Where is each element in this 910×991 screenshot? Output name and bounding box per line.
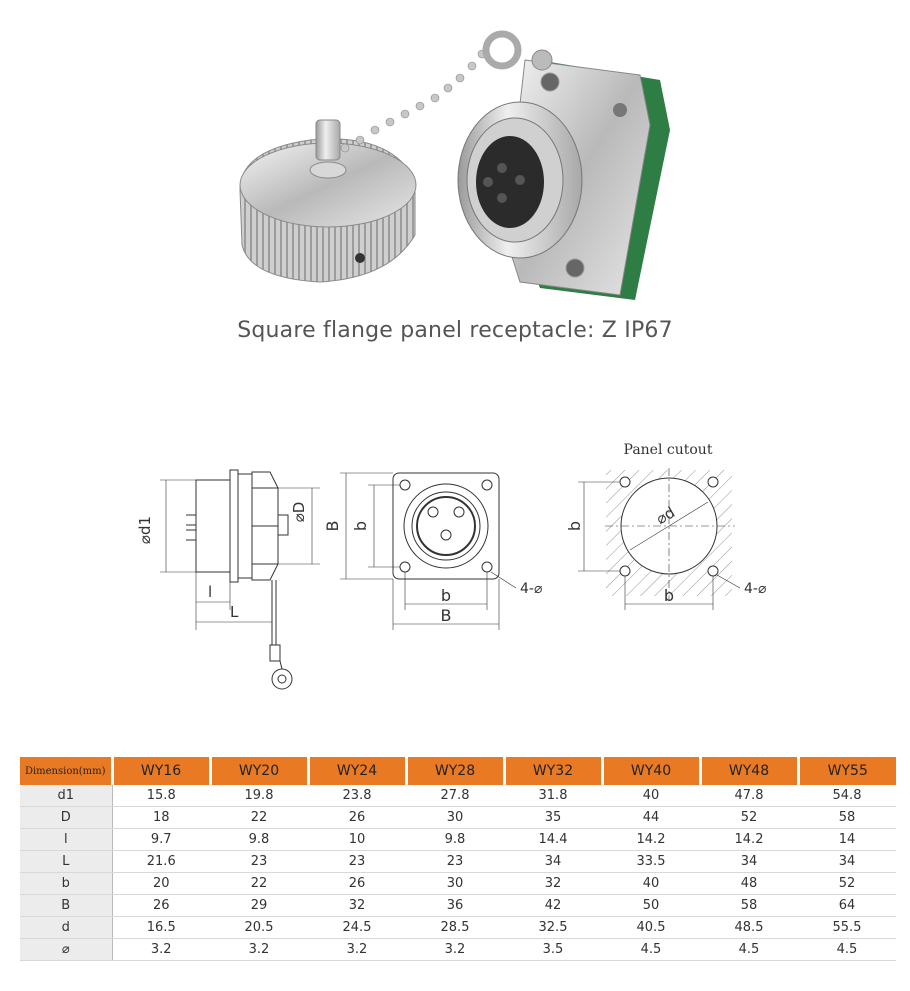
table-cell: 9.8 <box>210 829 308 851</box>
table-cell: 23 <box>406 851 504 873</box>
table-cell: 14.2 <box>700 829 798 851</box>
table-cell: 32.5 <box>504 917 602 939</box>
table-cell: 23 <box>210 851 308 873</box>
table-cell: 48 <box>700 873 798 895</box>
column-header: WY24 <box>308 757 406 785</box>
row-label: d1 <box>20 785 112 807</box>
table-cell: 3.5 <box>504 939 602 961</box>
table-cell: 52 <box>798 873 896 895</box>
table-cell: 40 <box>602 873 700 895</box>
table-cell: 28.5 <box>406 917 504 939</box>
row-label: d <box>20 917 112 939</box>
table-cell: 3.2 <box>112 939 210 961</box>
table-cell: 33.5 <box>602 851 700 873</box>
table-cell: 55.5 <box>798 917 896 939</box>
dimension-table <box>20 757 896 961</box>
table-cell: 26 <box>112 895 210 917</box>
table-row <box>20 785 896 807</box>
column-header: WY20 <box>210 757 308 785</box>
table-cell: 58 <box>798 807 896 829</box>
row-label: l <box>20 829 112 851</box>
table-header-row <box>20 757 896 785</box>
panel-cutout-drawing <box>578 468 740 610</box>
side-L-label: L <box>230 603 239 621</box>
row-label: D <box>20 807 112 829</box>
cutout-b-label-vertical: b <box>565 520 584 532</box>
cutout-title: Panel cutout <box>623 442 713 458</box>
cutout-d-label: ⌀d <box>652 503 679 529</box>
table-cell: 42 <box>504 895 602 917</box>
cutout-hole-label: 4-⌀ <box>744 581 767 597</box>
table-cell: 31.8 <box>504 785 602 807</box>
table-cell: 44 <box>602 807 700 829</box>
table-cell: 35 <box>504 807 602 829</box>
table-row <box>20 807 896 829</box>
row-label: L <box>20 851 112 873</box>
side-l-label: l <box>208 583 213 601</box>
table-cell: 15.8 <box>112 785 210 807</box>
table-cell: 26 <box>308 873 406 895</box>
product-caption: Square flange panel receptacle: Z IP67 <box>237 318 673 343</box>
bead-chain <box>341 50 486 152</box>
side-d1-label: ⌀d1 <box>136 515 154 545</box>
table-cell: 52 <box>700 807 798 829</box>
column-header: WY55 <box>798 757 896 785</box>
table-cell: 16.5 <box>112 917 210 939</box>
table-row <box>20 895 896 917</box>
table-row <box>20 851 896 873</box>
corner-header: Dimension(mm) <box>20 757 112 785</box>
table-cell: 3.2 <box>210 939 308 961</box>
table-row <box>20 917 896 939</box>
front-B-label-horizontal: B <box>440 606 452 625</box>
table-row <box>20 939 896 961</box>
table-row <box>20 873 896 895</box>
table-cell: 24.5 <box>308 917 406 939</box>
table-cell: 18 <box>112 807 210 829</box>
table-cell: 32 <box>504 873 602 895</box>
table-cell: 23 <box>308 851 406 873</box>
table-cell: 32 <box>308 895 406 917</box>
table-cell: 27.8 <box>406 785 504 807</box>
table-cell: 4.5 <box>602 939 700 961</box>
table-body <box>20 785 896 961</box>
front-hole-label: 4-⌀ <box>520 581 543 597</box>
table-cell: 40 <box>602 785 700 807</box>
table-cell: 14.2 <box>602 829 700 851</box>
table-cell: 21.6 <box>112 851 210 873</box>
table-cell: 20 <box>112 873 210 895</box>
table-cell: 4.5 <box>798 939 896 961</box>
column-header: WY28 <box>406 757 504 785</box>
table-cell: 58 <box>700 895 798 917</box>
table-cell: 64 <box>798 895 896 917</box>
table-cell: 14.4 <box>504 829 602 851</box>
row-label: ⌀ <box>20 939 112 961</box>
cutout-b-label-horizontal: b <box>663 586 675 605</box>
front-B-label: B <box>323 520 342 532</box>
table-cell: 30 <box>406 873 504 895</box>
table-cell: 54.8 <box>798 785 896 807</box>
table-cell: 40.5 <box>602 917 700 939</box>
table-cell: 29 <box>210 895 308 917</box>
technical-drawings <box>0 430 910 720</box>
column-header: WY40 <box>602 757 700 785</box>
receptacle <box>458 34 670 300</box>
table-cell: 48.5 <box>700 917 798 939</box>
table-cell: 34 <box>798 851 896 873</box>
table-cell: 3.2 <box>406 939 504 961</box>
front-b-label-vertical: b <box>351 520 370 532</box>
table-cell: 4.5 <box>700 939 798 961</box>
table-cell: 19.8 <box>210 785 308 807</box>
table-cell: 9.8 <box>406 829 504 851</box>
table-cell: 10 <box>308 829 406 851</box>
table-cell: 20.5 <box>210 917 308 939</box>
table-row <box>20 829 896 851</box>
table-cell: 30 <box>406 807 504 829</box>
column-header: WY48 <box>700 757 798 785</box>
table-cell: 34 <box>504 851 602 873</box>
table-cell: 47.8 <box>700 785 798 807</box>
product-photo <box>220 20 700 320</box>
table-cell: 22 <box>210 807 308 829</box>
table-cell: 9.7 <box>112 829 210 851</box>
table-cell: 36 <box>406 895 504 917</box>
table-cell: 22 <box>210 873 308 895</box>
front-b-label-horizontal: b <box>440 586 452 605</box>
dust-cap <box>240 120 416 282</box>
column-header: WY32 <box>504 757 602 785</box>
table-cell: 3.2 <box>308 939 406 961</box>
column-header: WY16 <box>112 757 210 785</box>
side-D-label: ⌀D <box>290 501 308 523</box>
table-cell: 14 <box>798 829 896 851</box>
table-cell: 26 <box>308 807 406 829</box>
table-cell: 34 <box>700 851 798 873</box>
table-cell: 23.8 <box>308 785 406 807</box>
front-view-drawing <box>340 473 516 630</box>
row-label: b <box>20 873 112 895</box>
table-cell: 50 <box>602 895 700 917</box>
row-label: B <box>20 895 112 917</box>
